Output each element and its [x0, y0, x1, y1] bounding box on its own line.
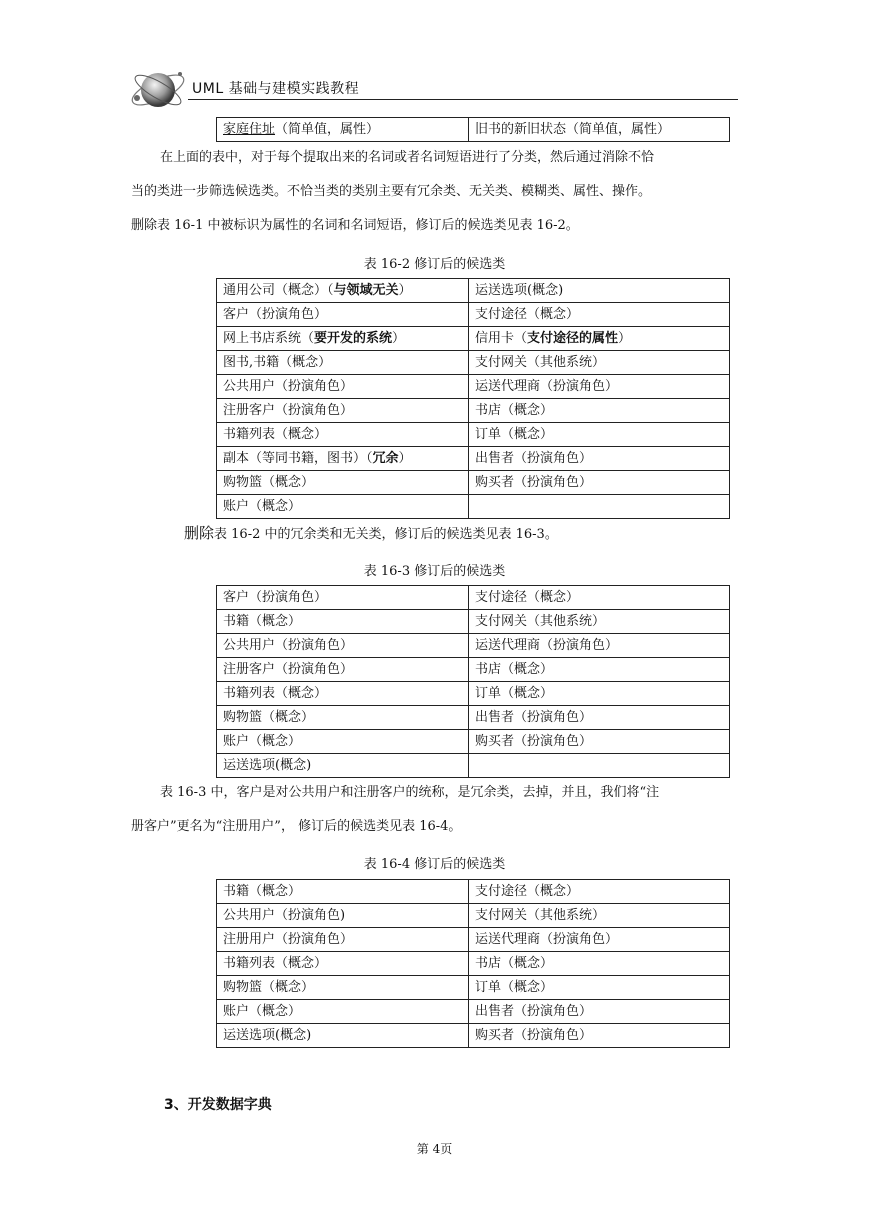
table-cell: 书籍（概念） — [217, 880, 469, 904]
table-cell: 公共用户（扮演角色) — [217, 904, 469, 928]
table-cell: 购买者（扮演角色） — [469, 1024, 730, 1048]
table-cell: 账户（概念） — [217, 730, 469, 754]
table-cell: 注册客户（扮演角色） — [217, 399, 469, 423]
page-header — [128, 58, 738, 104]
paragraph-line: 当的类进一步筛选候选类。不恰当类的类别主要有冗余类、无关类、模糊类、属性、操作。 — [131, 184, 652, 199]
table-cell: 支付网关（其他系统） — [469, 610, 730, 634]
table-cell: 运送选项(概念) — [469, 279, 730, 303]
table-caption: 表 16-2 修订后的候选类 — [363, 257, 506, 272]
table-row — [217, 976, 730, 1000]
paragraph-line: 删除表 16-1 中被标识为属性的名词和名词短语，修订后的候选类见表 16-2。 — [131, 218, 579, 233]
table-cell: 通用公司（概念）（与领域无关） — [217, 279, 469, 303]
header-divider — [188, 99, 738, 100]
table-row — [217, 351, 730, 375]
table-row — [217, 327, 730, 351]
table-cell: 购物篮（概念） — [217, 471, 469, 495]
table-caption: 表 16-4 修订后的候选类 — [363, 857, 506, 872]
table-row — [217, 447, 730, 471]
globe-logo-icon — [128, 60, 188, 120]
table-cell: 书店（概念） — [469, 952, 730, 976]
table-cell: 图书,书籍（概念） — [217, 351, 469, 375]
table-row — [217, 375, 730, 399]
table-row — [217, 952, 730, 976]
table-16-4 — [216, 879, 730, 1048]
table-row — [217, 471, 730, 495]
paragraph-line: 删除表 16-2 中的冗余类和无关类，修订后的候选类见表 16-3。 — [184, 524, 558, 542]
table-cell: 账户（概念） — [217, 495, 469, 519]
table-cell: 购物篮（概念） — [217, 706, 469, 730]
table-cell: 支付途径（概念） — [469, 303, 730, 327]
table-cell: 订单（概念） — [469, 976, 730, 1000]
table-cell: 运送代理商（扮演角色） — [469, 375, 730, 399]
table-caption: 表 16-3 修订后的候选类 — [363, 564, 506, 579]
table-cell: 购买者（扮演角色） — [469, 730, 730, 754]
table-row — [217, 1024, 730, 1048]
table-row — [217, 118, 730, 142]
table-cell: 购买者（扮演角色） — [469, 471, 730, 495]
table-cell: 书籍列表（概念） — [217, 952, 469, 976]
table-16-2 — [216, 278, 730, 519]
table-row — [217, 495, 730, 519]
table-row — [217, 730, 730, 754]
table-cell: 旧书的新旧状态（简单值，属性） — [469, 118, 730, 142]
table-cell: 书籍列表（概念） — [217, 423, 469, 447]
book-title: UML 基础与建模实践教程 — [192, 81, 360, 97]
table-cell: 购物篮（概念） — [217, 976, 469, 1000]
paragraph-line: 在上面的表中，对于每个提取出来的名词或者名词短语进行了分类，然后通过消除不恰 — [160, 150, 655, 165]
table-cell: 书籍列表（概念） — [217, 682, 469, 706]
table-cell: 客户（扮演角色） — [217, 303, 469, 327]
table-cell: 书店（概念） — [469, 658, 730, 682]
table-cell: 支付途径（概念） — [469, 586, 730, 610]
table-row — [217, 706, 730, 730]
table-cell: 支付网关（其他系统） — [469, 904, 730, 928]
table-row — [217, 634, 730, 658]
table-row — [217, 279, 730, 303]
table-cell: 支付途径（概念） — [469, 880, 730, 904]
table-cell: 出售者（扮演角色） — [469, 706, 730, 730]
table-cell: 公共用户（扮演角色） — [217, 634, 469, 658]
table-row — [217, 303, 730, 327]
table-row — [217, 1000, 730, 1024]
table-row — [217, 928, 730, 952]
table-row — [217, 658, 730, 682]
table-cell: 出售者（扮演角色） — [469, 447, 730, 471]
table-cell: 副本（等同书籍，图书）（冗余） — [217, 447, 469, 471]
table-cell: 运送代理商（扮演角色） — [469, 634, 730, 658]
table-cell: 运送选项(概念) — [217, 1024, 469, 1048]
table-cell — [469, 754, 730, 778]
table-cell: 支付网关（其他系统） — [469, 351, 730, 375]
table-cell: 出售者（扮演角色） — [469, 1000, 730, 1024]
table-cell: 网上书店系统（要开发的系统） — [217, 327, 469, 351]
table-cell — [469, 495, 730, 519]
table-row — [217, 586, 730, 610]
table-16-3 — [216, 585, 730, 778]
table-cell: 公共用户（扮演角色） — [217, 375, 469, 399]
table-row — [217, 904, 730, 928]
paragraph-line: 册客户”更名为“注册用户”， 修订后的候选类见表 16-4。 — [131, 819, 462, 834]
table-cell: 运送代理商（扮演角色） — [469, 928, 730, 952]
table-cell: 订单（概念） — [469, 423, 730, 447]
table-cell: 注册客户（扮演角色） — [217, 658, 469, 682]
table-cell: 客户（扮演角色） — [217, 586, 469, 610]
table-row — [217, 754, 730, 778]
table-cell: 订单（概念） — [469, 682, 730, 706]
paragraph-line: 表 16-3 中，客户是对公共用户和注册客户的统称，是冗余类，去掉，并且，我们将“注 — [160, 785, 660, 800]
table-row — [217, 399, 730, 423]
table-cell: 账户（概念） — [217, 1000, 469, 1024]
section-heading: 3、开发数据字典 — [164, 1097, 272, 1113]
table-cell: 书店（概念） — [469, 399, 730, 423]
table-cell: 运送选项(概念) — [217, 754, 469, 778]
table-row — [217, 682, 730, 706]
table-cell: 家庭住址（简单值，属性） — [217, 118, 469, 142]
table-row — [217, 880, 730, 904]
table-cell: 注册用户（扮演角色） — [217, 928, 469, 952]
table-row — [217, 423, 730, 447]
page-number: 第 4页 — [416, 1142, 453, 1156]
table-cell: 信用卡（支付途径的属性） — [469, 327, 730, 351]
table-row — [217, 610, 730, 634]
table-16-1-tail — [216, 117, 730, 142]
table-cell: 书籍（概念） — [217, 610, 469, 634]
